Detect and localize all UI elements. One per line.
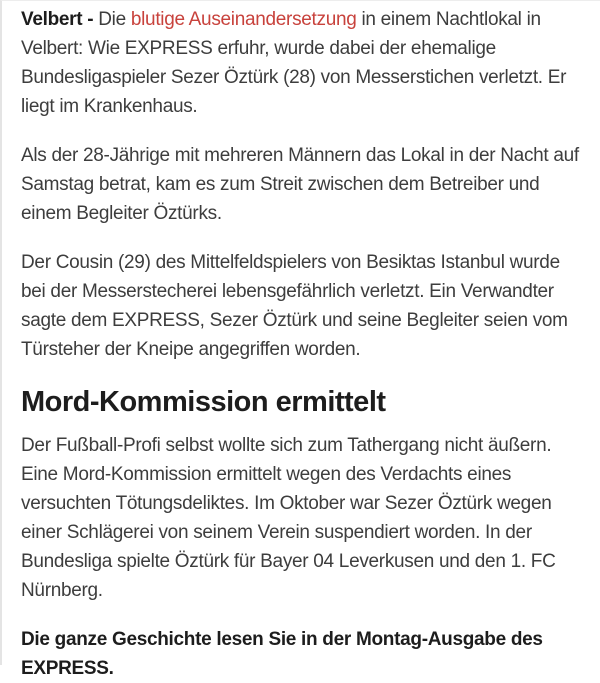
lead-text-before-link: Die [98,9,126,30]
subheading: Mord-Kommission ermittelt [21,386,386,418]
related-article-link[interactable]: blutige Auseinandersetzung [130,9,357,30]
dateline: Velbert - [21,9,94,30]
paragraph: Als der 28-Jährige mit mehreren Männern das Lokal in der Nacht auf Samstag betrat, kam es zum Streit zwischen dem Betreiber und einem Begleiter Öztürks. [21,145,579,224]
lead-text-after-link: in einem Nachtlokal in Velbert: Wie EXPRESS erfuhr, wurde dabei der ehemalige Bundesligaspieler Sezer Öztürk (28) von Messerstichen verletzt. Er liegt im Krankenhaus. [21,9,567,117]
lead-paragraph [21,5,580,121]
paragraph: Der Cousin (29) des Mittelfeldspielers von Besiktas Istanbul wurde bei der Messerstecherei lebensgefährlich verletzt. Ein Verwandter sagte dem EXPRESS, Sezer Öztürk und seine Begleiter seien vom Türsteher der Kneipe angegriffen worden. [21,252,568,360]
closing-note: Die ganze Geschichte lesen Sie in der Montag-Ausgabe des EXPRESS. [21,629,543,679]
news-article-body [2,1,600,683]
paragraph: Der Fußball-Profi selbst wollte sich zum Tathergang nicht äußern. Eine Mord-Kommission ermittelt wegen des Verdachts eines versuchten Tötungsdeliktes. Im Oktober war Sezer Öztürk wegen einer Schlägerei von seinem Verein suspendiert worden. In der Bundesliga spielte Öztürk für Bayer 04 Leverkusen und den 1. FC Nürnberg. [21,435,556,601]
